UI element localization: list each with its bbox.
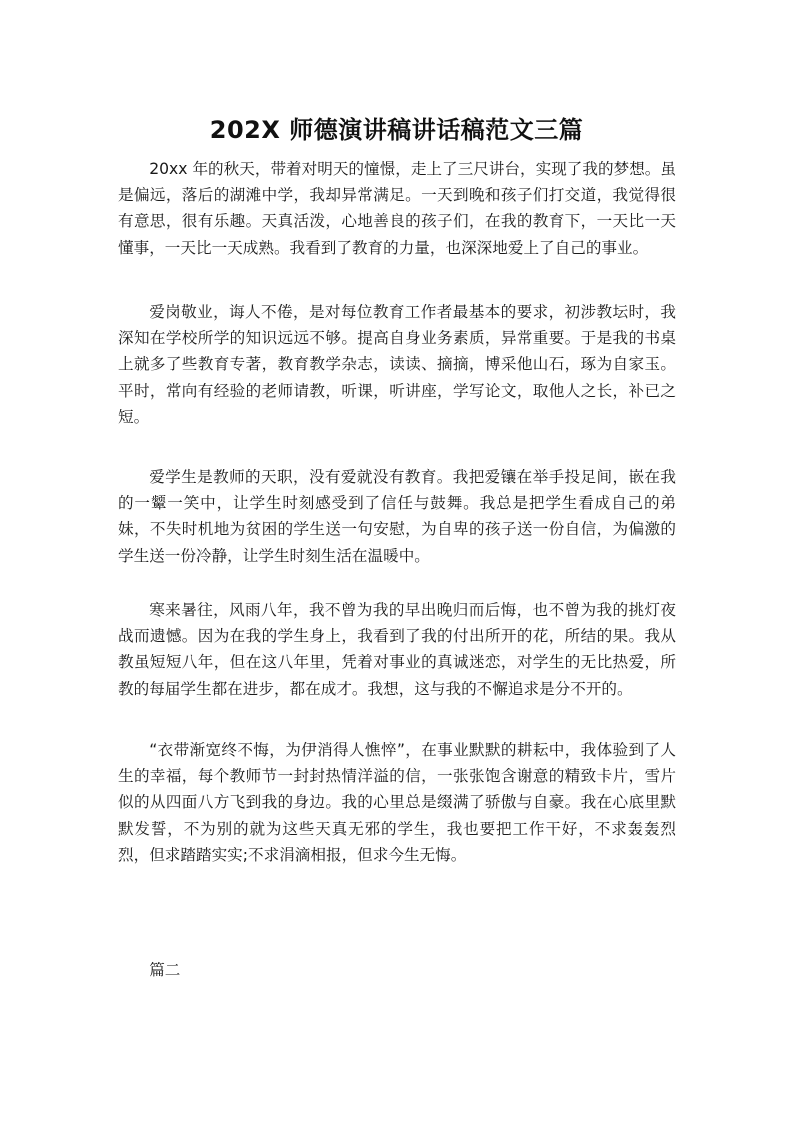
section-heading: 篇二 <box>149 961 181 979</box>
document-title: 202X 师德演讲稿讲话稿范文三篇 <box>209 116 584 144</box>
paragraph-2: 爱岗敬业，诲人不倦，是对每位教育工作者最基本的要求，初涉教坛时，我深知在学校所学的知识远远不够。提高自身业务素质，异常重要。于是我的书桌上就多了些教育专著，教育教学杂志，读读、摘摘，博采他山石，琢为自家玉。平时，常向有经验的老师请教，听课，听讲座，学写论文，取他人之长，补已之短。 <box>118 303 676 426</box>
paragraph-5: “衣带渐宽终不悔，为伊消得人憔悴”，在事业默默的耕耘中，我体验到了人生的幸福，每个教师节一封封热情洋溢的信，一张张饱含谢意的精致卡片，雪片似的从四面八方飞到我的身边。我的心里总是缀满了骄傲与自豪。我在心底里默默发誓，不为别的就为这些天真无邪的学生，我也要把工作干好，不求轰轰烈烈，但求踏踏实实;不求涓滴相报，但求今生无悔。 <box>118 741 676 864</box>
paragraph-3: 爱学生是教师的天职，没有爱就没有教育。我把爱镶在举手投足间，嵌在我的一颦一笑中，让学生时刻感受到了信任与鼓舞。我总是把学生看成自己的弟妹，不失时机地为贫困的学生送一句安慰，为自卑的孩子送一份自信，为偏激的学生送一份冷静，让学生时刻生活在温暖中。 <box>118 468 676 565</box>
paragraph-4: 寒来暑往，风雨八年，我不曾为我的早出晚归而后悔，也不曾为我的挑灯夜战而遗憾。因为在我的学生身上，我看到了我的付出所开的花，所结的果。我从教虽短短八年，但在这八年里，凭着对事业的真诚迷恋，对学生的无比热爱，所教的每届学生都在进步，都在成才。我想，这与我的不懈追求是分不开的。 <box>118 601 676 698</box>
paragraph-1: 20xx 年的秋天，带着对明天的憧憬，走上了三尺讲台，实现了我的梦想。虽是偏远，落后的湖滩中学，我却异常满足。一天到晚和孩子们打交道，我觉得很有意思，很有乐趣。天真活泼，心地善良的孩子们，在我的教育下，一天比一天懂事，一天比一天成熟。我看到了教育的力量，也深深地爱上了自己的事业。 <box>118 160 676 257</box>
